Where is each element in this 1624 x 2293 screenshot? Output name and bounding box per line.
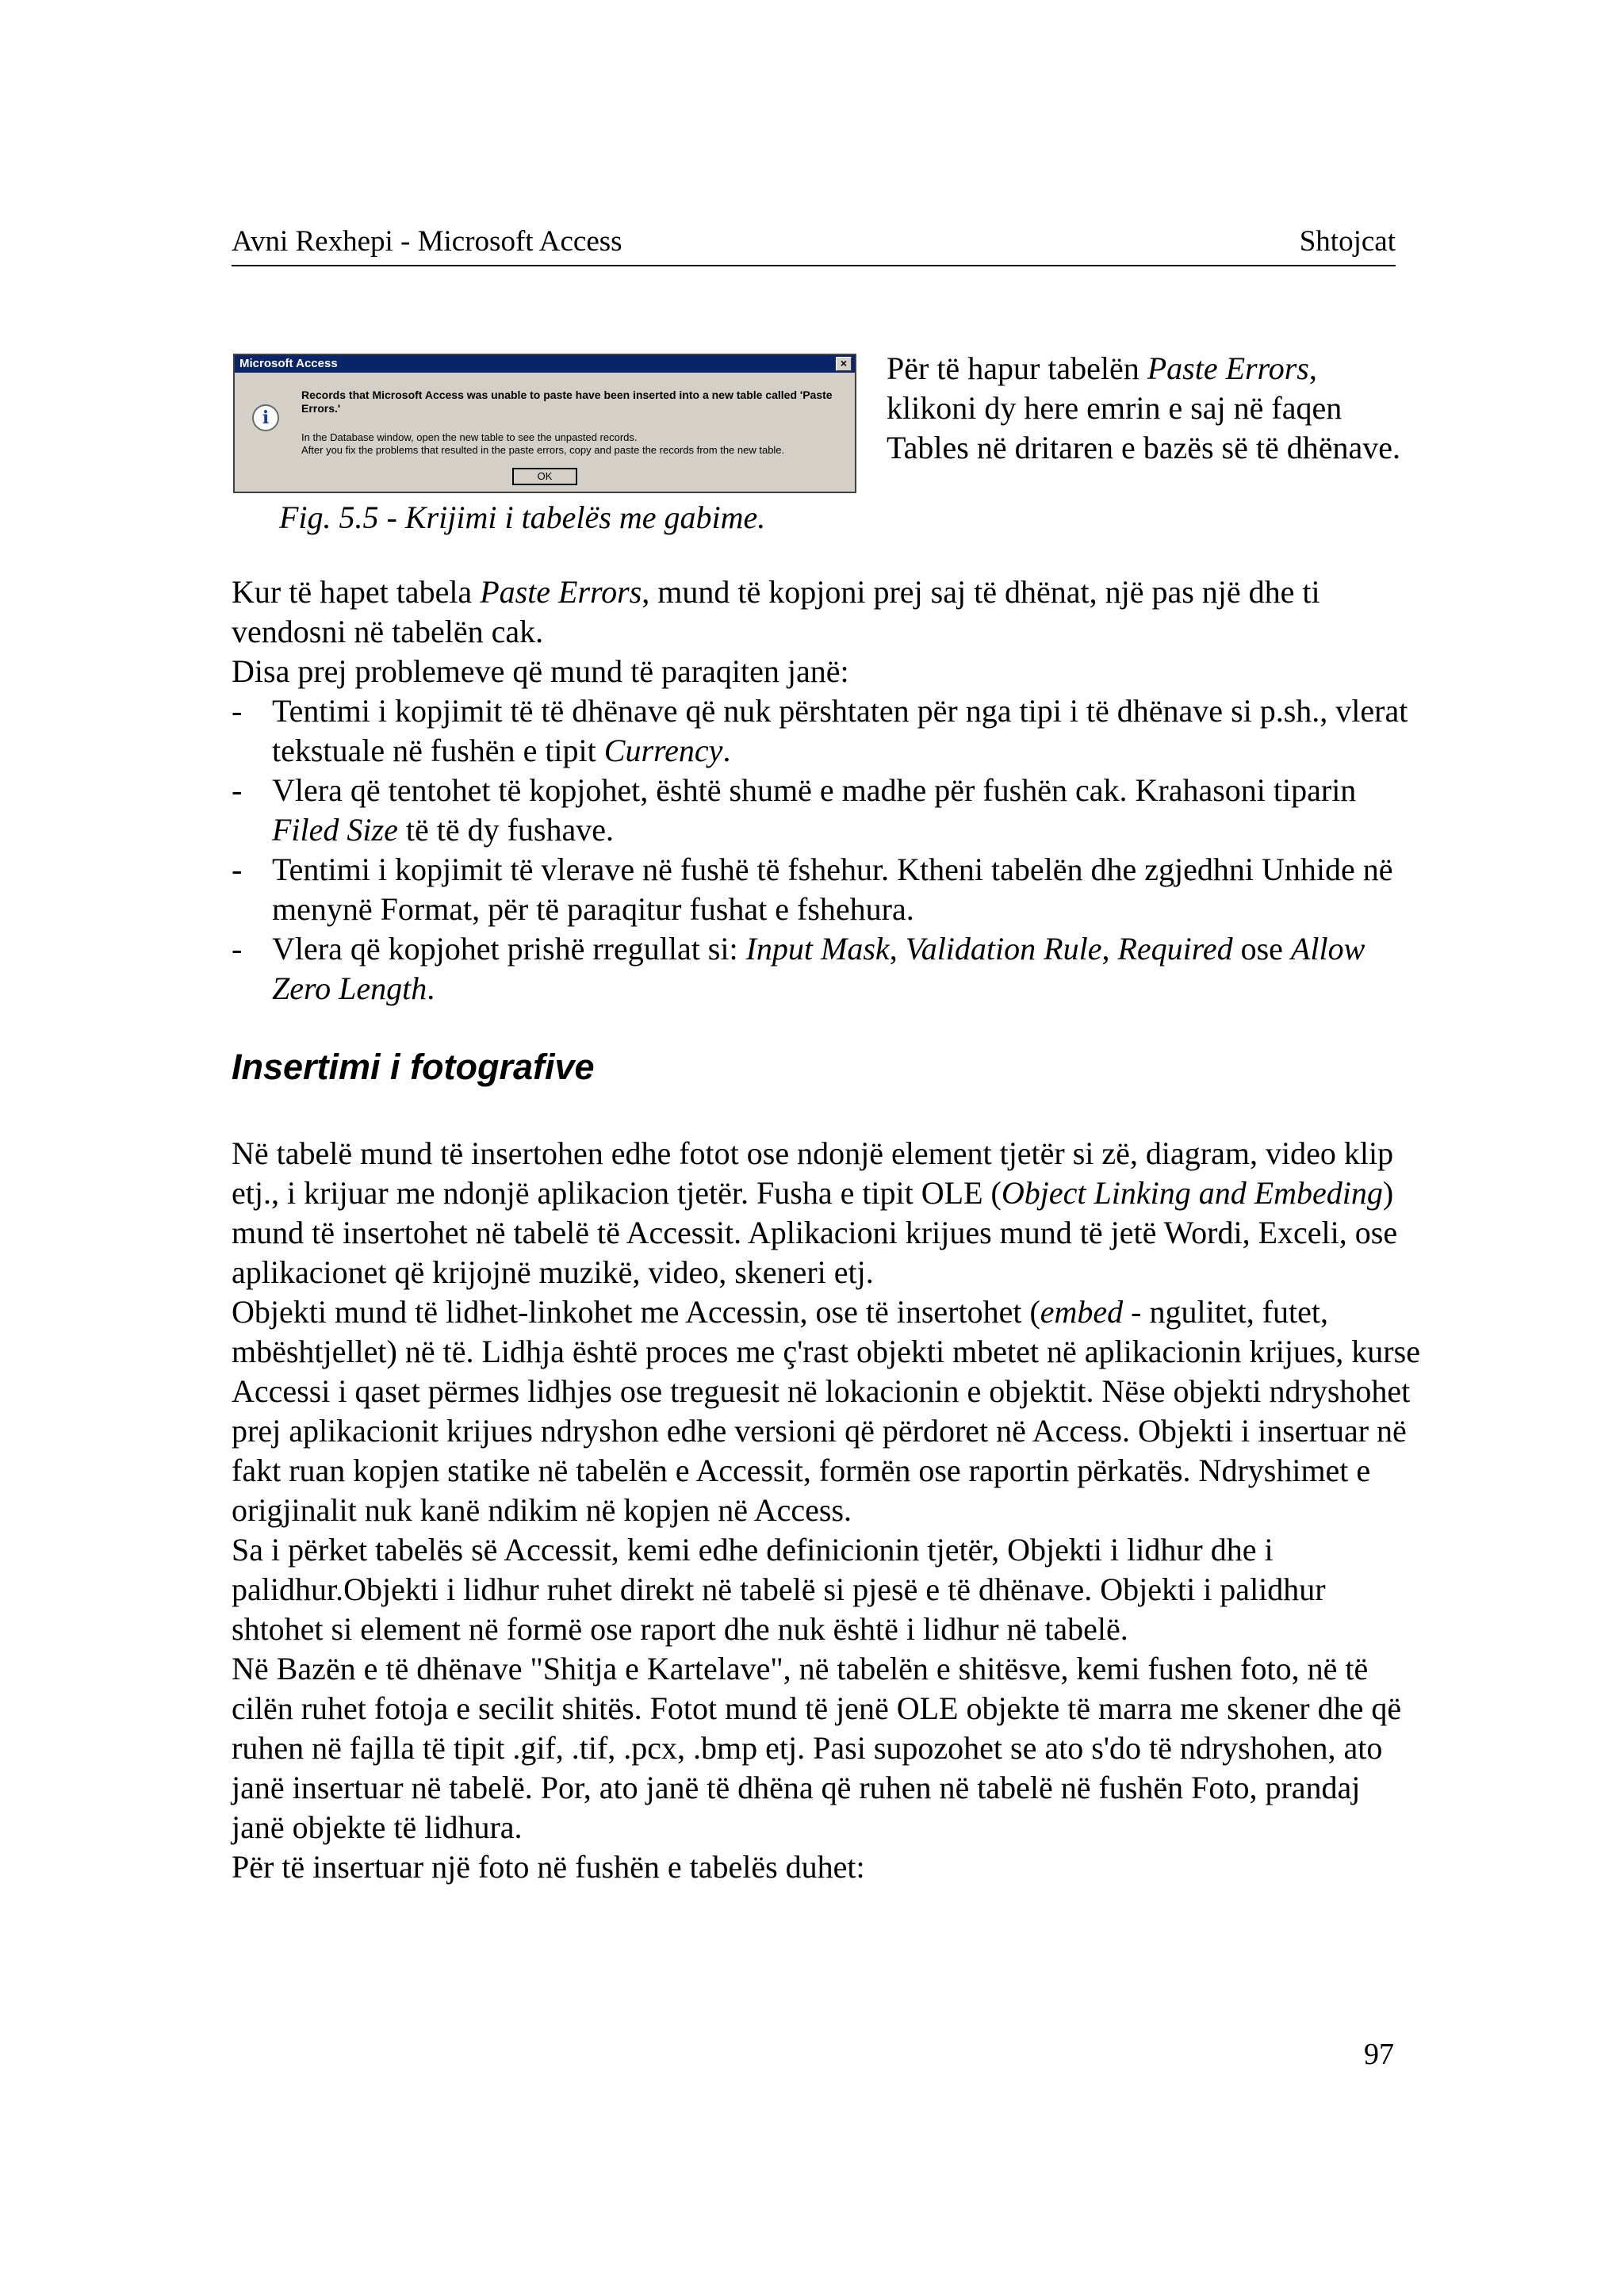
list-item bbox=[232, 691, 1421, 771]
text-run: ) mund të insertohet në tabelë të Accessit. Aplikacioni krijues mund të jetë Wordi, Exceli, ose aplikacionet që krijojnë muzikë, video, skeneri etj. bbox=[232, 1175, 1398, 1290]
dialog-message-detail bbox=[301, 431, 848, 457]
side-paragraph bbox=[887, 349, 1410, 468]
text-run: Kur të hapet tabela bbox=[232, 574, 481, 610]
section-heading: Insertimi i fotografive bbox=[232, 1047, 595, 1087]
list-item bbox=[232, 771, 1421, 850]
text-run: Objekti mund të lidhet-linkohet me Accessin, ose të insertohet ( bbox=[232, 1294, 1040, 1330]
paragraph: Për të insertuar një foto në fushën e tabelës duhet: bbox=[232, 1849, 865, 1885]
text-run: - ngulitet, futet, mbështjellet) në të. Lidhja është proces me ç'rast objekti mbetet në aplikacionin krijues, kurse Accessi i qaset përmes lidhjes ose treguesit në lokacionin e objektit. Nëse objekti ndryshohet prej aplikacionit krijues ndryshon edhe versioni që përdoret në Access. Objekti i insertuar në fakt ruan kopjen statike në tabelën e Accessit, formën ose raportin përkatës. Ndryshimet e origjinalit nuk kanë ndikim në kopjen në Access. bbox=[232, 1294, 1420, 1528]
text-run: . bbox=[722, 733, 731, 768]
emphasis-run: Paste Errors bbox=[1147, 350, 1309, 386]
paragraph: Në Bazën e të dhënave "Shitja e Kartelave", në tabelën e shitësve, kemi fushen foto, në të cilën ruhet fotoja e secilit shitës. Fotot mund të jenë OLE objekte të marra me skener dhe që ruhen në fajlla të tipit .gif, .tif, .pcx, .bmp etj. Pasi supozohet se ato s'do të ndryshohen, ato janë insertuar në tabelë. Por, ato janë të dhëna që ruhen në tabelë në fushën Foto, prandaj janë objekte të lidhura. bbox=[232, 1651, 1402, 1845]
emphasis-run: Allow Zero Length bbox=[272, 931, 1365, 1006]
text-run: të të dy fushave. bbox=[397, 812, 614, 848]
intro-paragraph bbox=[232, 572, 1421, 652]
dash-bullet: - bbox=[232, 931, 243, 967]
paragraph bbox=[232, 1134, 1421, 1292]
text-run: , bbox=[889, 931, 906, 967]
text-run: . bbox=[427, 970, 435, 1006]
intro-section bbox=[232, 572, 1421, 1009]
list-item bbox=[232, 850, 1421, 929]
emphasis-run: Object Linking and Embeding bbox=[1001, 1175, 1383, 1211]
figure-caption: Fig. 5.5 - Krijimi i tabelës me gabime. bbox=[279, 500, 766, 535]
text-run: ose bbox=[1232, 931, 1291, 967]
paragraph: Sa i përket tabelës së Accessit, kemi edhe definicionin tjetër, Objekti i lidhur dhe i palidhur.Objekti i lidhur ruhet direkt në tabelë si pjesë e të dhënave. Objekti i palidhur shtohet si element në formë ose raport dhe nuk është i lidhur në tabelë. bbox=[232, 1532, 1326, 1647]
page-header bbox=[232, 219, 1396, 266]
text-run: , klikoni dy here emrin e saj në faqen Tables në dritaren e bazës së të dhënave. bbox=[887, 350, 1400, 465]
text-run: Vlera që tentohet të kopjohet, është shumë e madhe për fushën cak. Krahasoni tiparin bbox=[272, 772, 1357, 808]
dash-bullet: - bbox=[232, 852, 243, 887]
emphasis-run: Validation Rule bbox=[905, 931, 1102, 967]
dialog-detail-line: After you fix the problems that resulted in the paste errors, copy and paste the records from the new table. bbox=[301, 444, 785, 456]
info-icon: i bbox=[252, 404, 279, 431]
emphasis-run: Input Mask bbox=[745, 931, 890, 967]
dialog-detail-line: In the Database window, open the new table to see the unpasted records. bbox=[301, 431, 638, 443]
dialog-titlebar bbox=[235, 355, 855, 373]
header-author-title: Avni Rexhepi - Microsoft Access bbox=[232, 225, 622, 258]
access-dialog-screenshot bbox=[233, 354, 856, 493]
dash-bullet: - bbox=[232, 772, 243, 808]
emphasis-run: Filed Size bbox=[272, 812, 398, 848]
text-run: Tentimi i kopjimit të të dhënave që nuk përshtaten për nga tipi i të dhënave si p.sh., vlerat tekstuale në fushën e tipit bbox=[272, 693, 1408, 768]
text-run: Tentimi i kopjimit të vlerave në fushë të fshehur. Ktheni tabelën dhe zgjedhni Unhide në menynë Format, për të paraqitur fushat e fshehura. bbox=[272, 852, 1393, 927]
text-run: , mund të kopjoni prej saj të dhënat, një pas një dhe ti vendosni në tabelën cak. bbox=[232, 574, 1320, 649]
emphasis-run: Currency bbox=[603, 733, 723, 768]
paragraph bbox=[232, 1292, 1421, 1530]
list-item bbox=[232, 929, 1421, 1009]
emphasis-run: embed bbox=[1040, 1294, 1124, 1330]
emphasis-run: Required bbox=[1117, 931, 1233, 967]
text-run: Vlera që kopjohet prishë rregullat si: bbox=[272, 931, 746, 967]
text-run: Për të hapur tabelën bbox=[887, 350, 1147, 386]
text-run: , bbox=[1101, 931, 1118, 967]
problems-intro: Disa prej problemeve që mund të paraqiten janë: bbox=[232, 653, 849, 689]
page-number: 97 bbox=[1364, 2038, 1394, 2071]
photos-section bbox=[232, 1134, 1421, 1887]
dialog-title: Microsoft Access bbox=[239, 357, 338, 370]
dialog-message-main: Records that Microsoft Access was unable to paste have been inserted into a new table called 'Paste Errors.' bbox=[301, 389, 833, 415]
dash-bullet: - bbox=[232, 693, 243, 729]
close-icon: × bbox=[836, 357, 852, 371]
emphasis-run: Paste Errors bbox=[480, 574, 642, 610]
dialog-ok-button: OK bbox=[512, 468, 577, 485]
header-section: Shtojcat bbox=[1299, 225, 1396, 258]
text-run: Në tabelë mund të insertohen edhe fotot ose ndonjë element tjetër si zë, diagram, video klip etj., i krijuar me ndonjë aplikacion tjetër. Fusha e tipit OLE ( bbox=[232, 1135, 1394, 1211]
